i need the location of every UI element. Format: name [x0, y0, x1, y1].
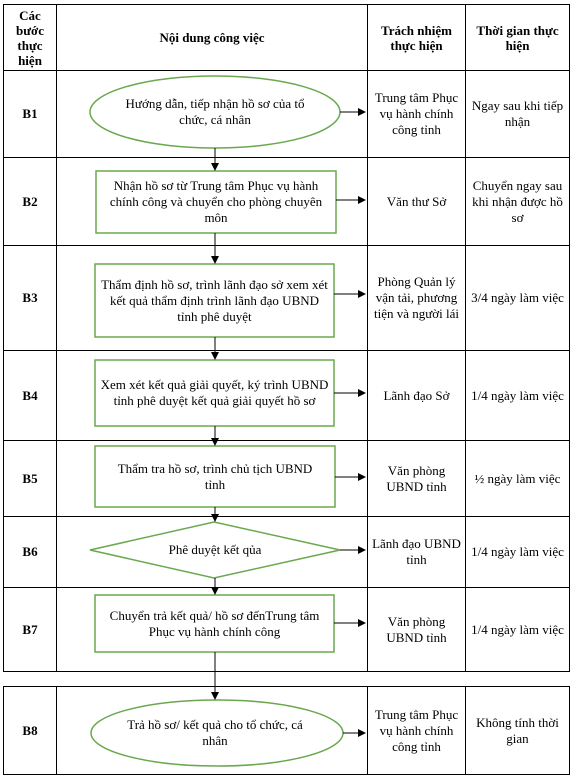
responsibility-cell: Trung tâm Phục vụ hành chính công tỉnh — [374, 90, 459, 137]
step-label: B8 — [22, 722, 38, 738]
header-content: Nội dung công việc — [159, 30, 265, 45]
header-responsibility: Trách nhiệm thực hiện — [381, 22, 452, 53]
step-label: B6 — [22, 544, 38, 559]
time-cell: 1/4 ngày làm việc — [471, 387, 564, 403]
step-content: Thẩm tra hồ sơ, trình chủ tịch UBND tỉnh — [117, 460, 313, 492]
step-label: B2 — [22, 193, 38, 209]
responsibility-cell: Phòng Quản lý vận tải, phương tiện và người lái — [373, 274, 460, 321]
step-label: B3 — [22, 290, 38, 305]
step-content: Hướng dẫn, tiếp nhận hồ sơ của tổ chức, cá nhân — [125, 96, 305, 127]
step-content: Phê duyệt kết qủa — [168, 542, 262, 557]
time-cell: Chuyển ngay sau khi nhận được hồ sơ — [472, 177, 563, 225]
responsibility-cell: Văn thư Sở — [386, 193, 447, 209]
responsibility-cell: Văn phòng UBND tỉnh — [386, 462, 447, 494]
step-content: Nhận hồ sơ từ Trung tâm Phục vụ hành chính công và chuyển cho phòng chuyên môn — [109, 178, 323, 225]
header-steps: Các bước thực hiện — [16, 7, 44, 68]
time-cell: Không tính thời gian — [476, 714, 559, 746]
time-cell: 1/4 ngày làm việc — [471, 544, 564, 559]
responsibility-cell: Lãnh đạo Sở — [383, 387, 450, 403]
time-cell: 3/4 ngày làm việc — [471, 290, 564, 305]
step-content: Chuyển trả kết quả/ hồ sơ đếnTrung tâm Phục vụ hành chính công — [109, 607, 320, 639]
header-time: Thời gian thực hiện — [476, 22, 559, 53]
step-label: B7 — [22, 621, 38, 637]
responsibility-cell: Văn phòng UBND tỉnh — [386, 613, 447, 645]
step-label: B1 — [22, 106, 38, 121]
responsibility-cell: Lãnh đạo UBND tỉnh — [372, 536, 461, 567]
step-content: Xem xét kết quả giải quyết, ký trình UBND tỉnh phê duyệt kết quả giải quyết hồ sơ — [100, 377, 329, 408]
time-cell: ½ ngày làm việc — [474, 470, 561, 486]
step-content: Trả hồ sơ/ kết quả cho tổ chức, cá nhân — [127, 717, 303, 748]
step-content: Thẩm định hồ sơ, trình lãnh đạo sở xem xét kết quả thẩm định trình lãnh đạo UBND tỉnh phê duyệt — [101, 276, 328, 324]
time-cell: Ngay sau khi tiếp nhận — [471, 98, 564, 129]
time-cell: 1/4 ngày làm việc — [471, 621, 564, 637]
step-label: B5 — [22, 470, 38, 486]
step-label: B4 — [22, 387, 38, 403]
responsibility-cell: Trung tâm Phục vụ hành chính công tỉnh — [374, 706, 459, 754]
